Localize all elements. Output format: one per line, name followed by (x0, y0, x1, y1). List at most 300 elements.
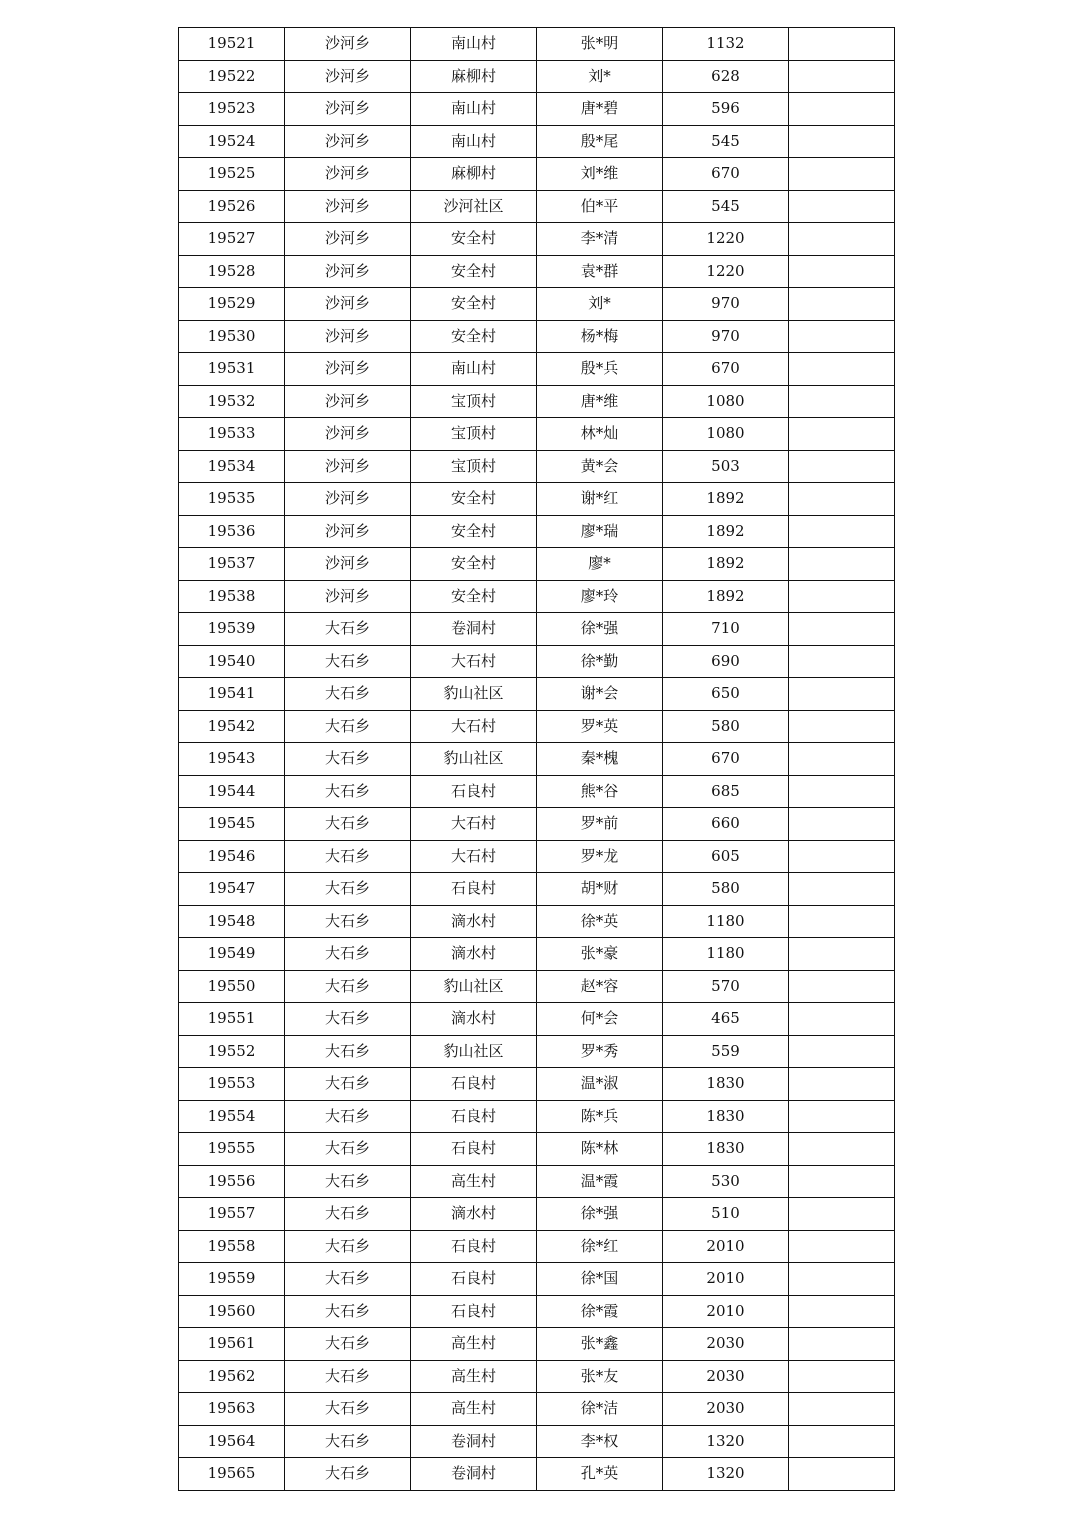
table-row (179, 1360, 895, 1393)
township-cell: 大石乡 (285, 1198, 411, 1231)
township-cell: 大石乡 (285, 840, 411, 873)
name-cell: 张*鑫 (537, 1328, 663, 1361)
amount-cell: 510 (663, 1198, 789, 1231)
amount-cell: 545 (663, 125, 789, 158)
township-cell: 沙河乡 (285, 418, 411, 451)
serial-number-cell: 19535 (179, 483, 285, 516)
serial-number-cell: 19530 (179, 320, 285, 353)
serial-number-cell: 19539 (179, 613, 285, 646)
township-cell: 大石乡 (285, 1328, 411, 1361)
table-row (179, 1263, 895, 1296)
remark-cell (789, 1198, 895, 1231)
township-cell: 大石乡 (285, 1165, 411, 1198)
amount-cell: 1892 (663, 580, 789, 613)
name-cell: 徐*霞 (537, 1295, 663, 1328)
serial-number-cell: 19555 (179, 1133, 285, 1166)
name-cell: 谢*红 (537, 483, 663, 516)
village-cell: 高生村 (411, 1393, 537, 1426)
amount-cell: 670 (663, 353, 789, 386)
table-row (179, 1425, 895, 1458)
table-row (179, 158, 895, 191)
remark-cell (789, 808, 895, 841)
amount-cell: 1892 (663, 548, 789, 581)
amount-cell: 503 (663, 450, 789, 483)
township-cell: 沙河乡 (285, 483, 411, 516)
name-cell: 陈*兵 (537, 1100, 663, 1133)
name-cell: 殷*兵 (537, 353, 663, 386)
remark-cell (789, 1360, 895, 1393)
remark-cell (789, 548, 895, 581)
table-body (179, 28, 895, 1491)
remark-cell (789, 483, 895, 516)
township-cell: 大石乡 (285, 645, 411, 678)
remark-cell (789, 1068, 895, 1101)
serial-number-cell: 19537 (179, 548, 285, 581)
remark-cell (789, 515, 895, 548)
serial-number-cell: 19552 (179, 1035, 285, 1068)
name-cell: 徐*强 (537, 1198, 663, 1231)
table-row (179, 418, 895, 451)
table-row (179, 970, 895, 1003)
name-cell: 唐*维 (537, 385, 663, 418)
remark-cell (789, 1100, 895, 1133)
township-cell: 沙河乡 (285, 93, 411, 126)
amount-cell: 1320 (663, 1458, 789, 1491)
remark-cell (789, 255, 895, 288)
remark-cell (789, 158, 895, 191)
remark-cell (789, 190, 895, 223)
table-row (179, 808, 895, 841)
table-row (179, 873, 895, 906)
serial-number-cell: 19543 (179, 743, 285, 776)
name-cell: 熊*谷 (537, 775, 663, 808)
remark-cell (789, 613, 895, 646)
remark-cell (789, 450, 895, 483)
township-cell: 大石乡 (285, 1068, 411, 1101)
serial-number-cell: 19533 (179, 418, 285, 451)
remark-cell (789, 710, 895, 743)
table-row (179, 775, 895, 808)
village-cell: 安全村 (411, 255, 537, 288)
village-cell: 大石村 (411, 808, 537, 841)
amount-cell: 685 (663, 775, 789, 808)
remark-cell (789, 1393, 895, 1426)
village-cell: 石良村 (411, 775, 537, 808)
serial-number-cell: 19526 (179, 190, 285, 223)
amount-cell: 1830 (663, 1068, 789, 1101)
remark-cell (789, 873, 895, 906)
village-cell: 南山村 (411, 28, 537, 61)
amount-cell: 530 (663, 1165, 789, 1198)
amount-cell: 2030 (663, 1360, 789, 1393)
township-cell: 大石乡 (285, 1425, 411, 1458)
amount-cell: 465 (663, 1003, 789, 1036)
township-cell: 大石乡 (285, 775, 411, 808)
village-cell: 豹山社区 (411, 678, 537, 711)
serial-number-cell: 19542 (179, 710, 285, 743)
township-cell: 沙河乡 (285, 450, 411, 483)
table-row (179, 645, 895, 678)
serial-number-cell: 19561 (179, 1328, 285, 1361)
township-cell: 沙河乡 (285, 385, 411, 418)
village-cell: 高生村 (411, 1328, 537, 1361)
name-cell: 廖* (537, 548, 663, 581)
serial-number-cell: 19540 (179, 645, 285, 678)
serial-number-cell: 19559 (179, 1263, 285, 1296)
township-cell: 大石乡 (285, 1100, 411, 1133)
amount-cell: 970 (663, 320, 789, 353)
amount-cell: 545 (663, 190, 789, 223)
remark-cell (789, 60, 895, 93)
amount-cell: 2010 (663, 1295, 789, 1328)
remark-cell (789, 840, 895, 873)
village-cell: 卷洞村 (411, 1425, 537, 1458)
village-cell: 豹山社区 (411, 743, 537, 776)
serial-number-cell: 19563 (179, 1393, 285, 1426)
village-cell: 宝顶村 (411, 385, 537, 418)
amount-cell: 1892 (663, 515, 789, 548)
amount-cell: 1830 (663, 1133, 789, 1166)
name-cell: 唐*碧 (537, 93, 663, 126)
amount-cell: 596 (663, 93, 789, 126)
village-cell: 安全村 (411, 288, 537, 321)
township-cell: 大石乡 (285, 873, 411, 906)
serial-number-cell: 19524 (179, 125, 285, 158)
name-cell: 赵*容 (537, 970, 663, 1003)
serial-number-cell: 19550 (179, 970, 285, 1003)
township-cell: 沙河乡 (285, 190, 411, 223)
remark-cell (789, 1230, 895, 1263)
village-cell: 石良村 (411, 1295, 537, 1328)
serial-number-cell: 19522 (179, 60, 285, 93)
name-cell: 罗*龙 (537, 840, 663, 873)
remark-cell (789, 580, 895, 613)
serial-number-cell: 19558 (179, 1230, 285, 1263)
village-cell: 安全村 (411, 548, 537, 581)
village-cell: 沙河社区 (411, 190, 537, 223)
remark-cell (789, 938, 895, 971)
table-row (179, 93, 895, 126)
township-cell: 大石乡 (285, 905, 411, 938)
village-cell: 安全村 (411, 515, 537, 548)
serial-number-cell: 19523 (179, 93, 285, 126)
table-row (179, 1198, 895, 1231)
serial-number-cell: 19544 (179, 775, 285, 808)
name-cell: 徐*英 (537, 905, 663, 938)
township-cell: 沙河乡 (285, 288, 411, 321)
township-cell: 沙河乡 (285, 28, 411, 61)
township-cell: 沙河乡 (285, 320, 411, 353)
table-row (179, 938, 895, 971)
remark-cell (789, 1425, 895, 1458)
township-cell: 大石乡 (285, 710, 411, 743)
township-cell: 大石乡 (285, 1133, 411, 1166)
name-cell: 袁*群 (537, 255, 663, 288)
village-cell: 安全村 (411, 223, 537, 256)
table-row (179, 1068, 895, 1101)
serial-number-cell: 19565 (179, 1458, 285, 1491)
name-cell: 孔*英 (537, 1458, 663, 1491)
village-cell: 豹山社区 (411, 970, 537, 1003)
table-row (179, 1458, 895, 1491)
village-cell: 豹山社区 (411, 1035, 537, 1068)
name-cell: 张*豪 (537, 938, 663, 971)
township-cell: 大石乡 (285, 808, 411, 841)
remark-cell (789, 288, 895, 321)
amount-cell: 1220 (663, 223, 789, 256)
table-row (179, 190, 895, 223)
remark-cell (789, 1165, 895, 1198)
village-cell: 安全村 (411, 320, 537, 353)
name-cell: 廖*瑞 (537, 515, 663, 548)
serial-number-cell: 19549 (179, 938, 285, 971)
amount-cell: 1080 (663, 385, 789, 418)
amount-cell: 1892 (663, 483, 789, 516)
table-row (179, 60, 895, 93)
village-cell: 南山村 (411, 125, 537, 158)
township-cell: 沙河乡 (285, 223, 411, 256)
serial-number-cell: 19551 (179, 1003, 285, 1036)
amount-cell: 2030 (663, 1393, 789, 1426)
serial-number-cell: 19527 (179, 223, 285, 256)
table-row (179, 580, 895, 613)
amount-cell: 2010 (663, 1230, 789, 1263)
remark-cell (789, 320, 895, 353)
amount-cell: 670 (663, 158, 789, 191)
remark-cell (789, 905, 895, 938)
name-cell: 李*权 (537, 1425, 663, 1458)
township-cell: 沙河乡 (285, 580, 411, 613)
table-row (179, 1230, 895, 1263)
township-cell: 大石乡 (285, 1360, 411, 1393)
village-cell: 宝顶村 (411, 450, 537, 483)
serial-number-cell: 19562 (179, 1360, 285, 1393)
table-row (179, 125, 895, 158)
name-cell: 张*友 (537, 1360, 663, 1393)
table-row (179, 223, 895, 256)
township-cell: 大石乡 (285, 1458, 411, 1491)
remark-cell (789, 645, 895, 678)
remark-cell (789, 1133, 895, 1166)
village-cell: 南山村 (411, 93, 537, 126)
table-row (179, 1165, 895, 1198)
amount-cell: 690 (663, 645, 789, 678)
township-cell: 沙河乡 (285, 158, 411, 191)
serial-number-cell: 19525 (179, 158, 285, 191)
name-cell: 秦*槐 (537, 743, 663, 776)
name-cell: 罗*前 (537, 808, 663, 841)
serial-number-cell: 19546 (179, 840, 285, 873)
township-cell: 沙河乡 (285, 125, 411, 158)
table-row (179, 1133, 895, 1166)
name-cell: 林*灿 (537, 418, 663, 451)
table-row (179, 1003, 895, 1036)
village-cell: 石良村 (411, 1263, 537, 1296)
township-cell: 大石乡 (285, 1035, 411, 1068)
township-cell: 大石乡 (285, 743, 411, 776)
village-cell: 南山村 (411, 353, 537, 386)
remark-cell (789, 1295, 895, 1328)
village-cell: 石良村 (411, 1133, 537, 1166)
village-cell: 滴水村 (411, 1003, 537, 1036)
village-cell: 麻柳村 (411, 60, 537, 93)
amount-cell: 1080 (663, 418, 789, 451)
remark-cell (789, 223, 895, 256)
amount-cell: 670 (663, 743, 789, 776)
remark-cell (789, 1263, 895, 1296)
serial-number-cell: 19528 (179, 255, 285, 288)
township-cell: 大石乡 (285, 1263, 411, 1296)
name-cell: 温*淑 (537, 1068, 663, 1101)
village-cell: 石良村 (411, 1100, 537, 1133)
township-cell: 沙河乡 (285, 548, 411, 581)
amount-cell: 559 (663, 1035, 789, 1068)
amount-cell: 605 (663, 840, 789, 873)
township-cell: 沙河乡 (285, 255, 411, 288)
serial-number-cell: 19553 (179, 1068, 285, 1101)
serial-number-cell: 19564 (179, 1425, 285, 1458)
amount-cell: 1220 (663, 255, 789, 288)
township-cell: 大石乡 (285, 938, 411, 971)
table-row (179, 905, 895, 938)
name-cell: 徐*勤 (537, 645, 663, 678)
data-table (178, 27, 895, 1491)
serial-number-cell: 19554 (179, 1100, 285, 1133)
serial-number-cell: 19521 (179, 28, 285, 61)
name-cell: 廖*玲 (537, 580, 663, 613)
township-cell: 大石乡 (285, 613, 411, 646)
remark-cell (789, 743, 895, 776)
name-cell: 刘*维 (537, 158, 663, 191)
table-row (179, 255, 895, 288)
remark-cell (789, 678, 895, 711)
table-row (179, 678, 895, 711)
village-cell: 高生村 (411, 1165, 537, 1198)
serial-number-cell: 19557 (179, 1198, 285, 1231)
serial-number-cell: 19547 (179, 873, 285, 906)
table-row (179, 28, 895, 61)
village-cell: 高生村 (411, 1360, 537, 1393)
name-cell: 徐*红 (537, 1230, 663, 1263)
village-cell: 安全村 (411, 580, 537, 613)
name-cell: 谢*会 (537, 678, 663, 711)
table-row (179, 840, 895, 873)
township-cell: 大石乡 (285, 678, 411, 711)
remark-cell (789, 125, 895, 158)
name-cell: 伯*平 (537, 190, 663, 223)
remark-cell (789, 775, 895, 808)
township-cell: 大石乡 (285, 1393, 411, 1426)
amount-cell: 2010 (663, 1263, 789, 1296)
serial-number-cell: 19556 (179, 1165, 285, 1198)
village-cell: 麻柳村 (411, 158, 537, 191)
remark-cell (789, 1003, 895, 1036)
township-cell: 大石乡 (285, 1003, 411, 1036)
table-row (179, 743, 895, 776)
remark-cell (789, 970, 895, 1003)
village-cell: 滴水村 (411, 905, 537, 938)
remark-cell (789, 418, 895, 451)
amount-cell: 710 (663, 613, 789, 646)
amount-cell: 1830 (663, 1100, 789, 1133)
table-row (179, 1100, 895, 1133)
village-cell: 滴水村 (411, 1198, 537, 1231)
amount-cell: 570 (663, 970, 789, 1003)
amount-cell: 580 (663, 710, 789, 743)
village-cell: 滴水村 (411, 938, 537, 971)
serial-number-cell: 19534 (179, 450, 285, 483)
township-cell: 沙河乡 (285, 515, 411, 548)
name-cell: 胡*财 (537, 873, 663, 906)
name-cell: 徐*强 (537, 613, 663, 646)
village-cell: 大石村 (411, 840, 537, 873)
village-cell: 大石村 (411, 710, 537, 743)
table-row (179, 710, 895, 743)
table-row (179, 450, 895, 483)
table-row (179, 288, 895, 321)
name-cell: 刘* (537, 60, 663, 93)
serial-number-cell: 19536 (179, 515, 285, 548)
remark-cell (789, 28, 895, 61)
village-cell: 卷洞村 (411, 613, 537, 646)
remark-cell (789, 93, 895, 126)
township-cell: 沙河乡 (285, 353, 411, 386)
amount-cell: 1132 (663, 28, 789, 61)
table-row (179, 353, 895, 386)
table-row (179, 385, 895, 418)
serial-number-cell: 19545 (179, 808, 285, 841)
village-cell: 大石村 (411, 645, 537, 678)
remark-cell (789, 353, 895, 386)
township-cell: 大石乡 (285, 970, 411, 1003)
serial-number-cell: 19548 (179, 905, 285, 938)
name-cell: 黄*会 (537, 450, 663, 483)
village-cell: 石良村 (411, 873, 537, 906)
name-cell: 张*明 (537, 28, 663, 61)
amount-cell: 1320 (663, 1425, 789, 1458)
name-cell: 罗*英 (537, 710, 663, 743)
serial-number-cell: 19560 (179, 1295, 285, 1328)
village-cell: 宝顶村 (411, 418, 537, 451)
serial-number-cell: 19532 (179, 385, 285, 418)
serial-number-cell: 19541 (179, 678, 285, 711)
remark-cell (789, 1035, 895, 1068)
village-cell: 石良村 (411, 1068, 537, 1101)
remark-cell (789, 1458, 895, 1491)
amount-cell: 660 (663, 808, 789, 841)
name-cell: 刘* (537, 288, 663, 321)
table-row (179, 1328, 895, 1361)
township-cell: 大石乡 (285, 1295, 411, 1328)
table-row (179, 1295, 895, 1328)
name-cell: 徐*洁 (537, 1393, 663, 1426)
table-row (179, 483, 895, 516)
amount-cell: 2030 (663, 1328, 789, 1361)
name-cell: 徐*国 (537, 1263, 663, 1296)
table-row (179, 320, 895, 353)
amount-cell: 628 (663, 60, 789, 93)
village-cell: 安全村 (411, 483, 537, 516)
name-cell: 陈*林 (537, 1133, 663, 1166)
table-row (179, 613, 895, 646)
serial-number-cell: 19538 (179, 580, 285, 613)
village-cell: 石良村 (411, 1230, 537, 1263)
amount-cell: 650 (663, 678, 789, 711)
amount-cell: 1180 (663, 905, 789, 938)
name-cell: 殷*尾 (537, 125, 663, 158)
township-cell: 大石乡 (285, 1230, 411, 1263)
amount-cell: 1180 (663, 938, 789, 971)
